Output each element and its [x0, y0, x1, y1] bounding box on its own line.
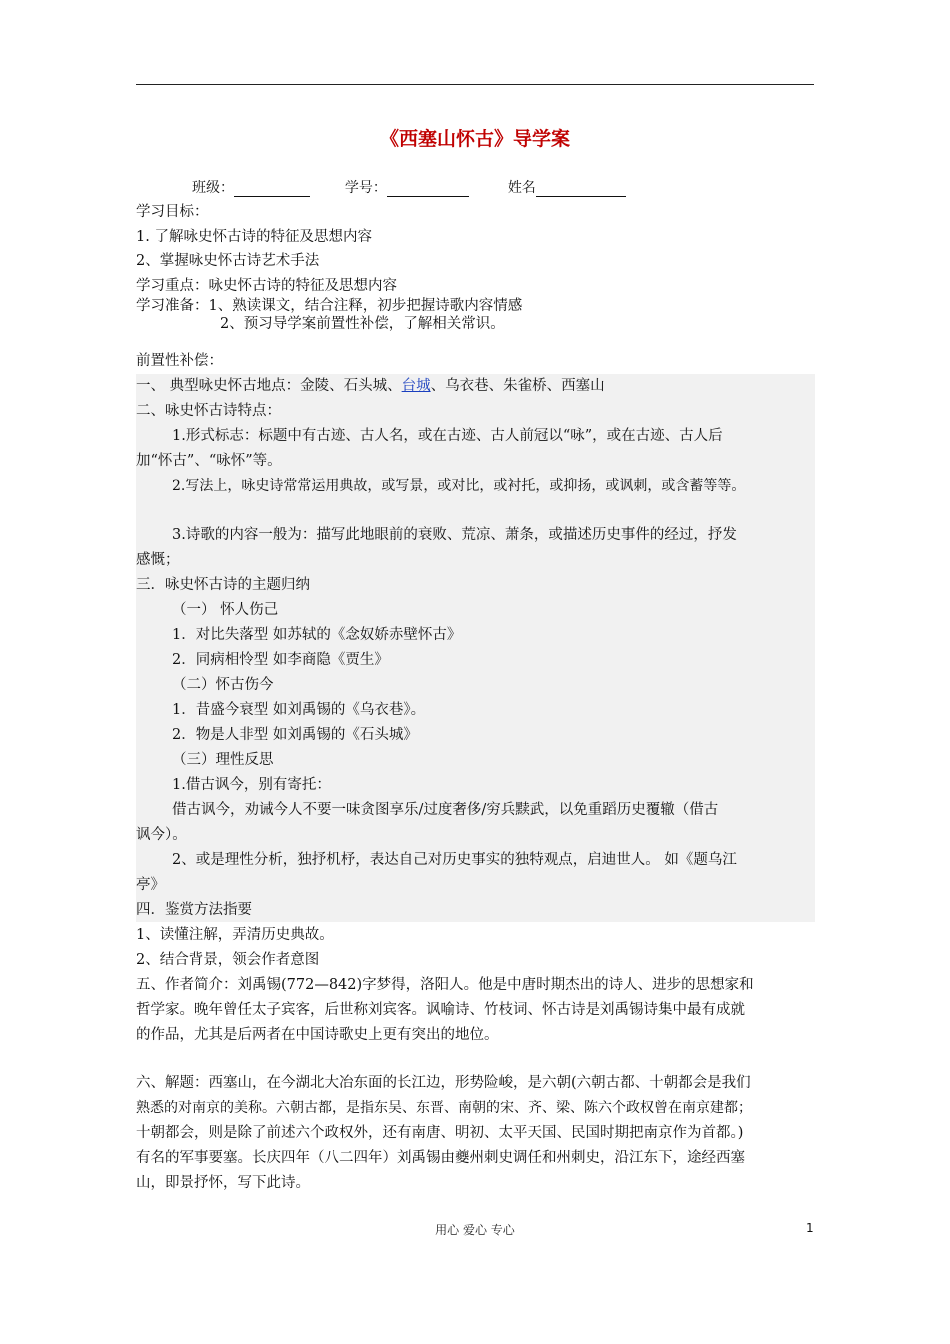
text-line: 熟悉的对南京的美称。六朝古都，是指东吴、东晋、南朝的宋、齐、梁、陈六个政权曾在南京建都； [136, 1100, 752, 1116]
text-line: 1.形式标志：标题中有古迹、古人名，或在古迹、古人前冠以“咏”，或在古迹、古人后 [172, 428, 723, 444]
text-line: 感慨； [136, 552, 180, 568]
student-id-label: 学号： [344, 180, 387, 196]
text-line: 四．鉴赏方法指要 [136, 902, 252, 918]
text-line: （一） 怀人伤己 [172, 602, 279, 618]
page-title: 《西塞山怀古》导学案 [379, 128, 570, 150]
text-line: 3.诗歌的内容一般为：描写此地眼前的衰败、荒凉、萧条，或描述历史事件的经过，抒发 [172, 527, 737, 543]
text-line: 加“怀古”、“咏怀”等。 [136, 453, 282, 469]
page-number: 1 [806, 1221, 814, 1235]
text-line: 二、咏史怀古诗特点： [136, 403, 281, 419]
text-line: 借古讽今，劝诫今人不要一味贪图享乐/过度奢侈/穷兵黩武，以免重蹈历史覆辙（借古 [172, 802, 719, 818]
class-label: 班级： [192, 180, 234, 196]
text-line: 2．同病相怜型 如李商隐《贾生》 [172, 652, 389, 668]
text-line: 2、或是理性分析，独抒机杼，表达自己对历史事实的独特观点，启迪世人。 如《题乌江 [172, 852, 737, 868]
text-line: 2、掌握咏史怀古诗艺术手法 [136, 253, 320, 269]
text-line: 1. 了解咏史怀古诗的特征及思想内容 [136, 229, 372, 245]
page-footer: 用心 爱心 专心 [435, 1223, 515, 1237]
name-label: 姓名 [507, 180, 536, 196]
text-line: 六、解题：西塞山，在今湖北大冶东面的长江边，形势险峻，是六朝(六朝古都、十朝都会是我们 [136, 1075, 751, 1091]
text-line: 学习准备：1、熟读课文，结合注释，初步把握诗歌内容情感 [136, 298, 523, 314]
text-line-part: 、乌衣巷、朱雀桥、西塞山 [430, 378, 605, 394]
text-line: 1．昔盛今衰型 如刘禹锡的《乌衣巷》。 [172, 702, 426, 718]
text-line: 讽今）。 [136, 827, 187, 843]
text-line: 1、读懂注解，弄清历史典故。 [136, 927, 334, 943]
text-line: 学习重点：咏史怀古诗的特征及思想内容 [136, 278, 397, 294]
text-line: （二）怀古伤今 [172, 677, 274, 693]
text-line: 1.借古讽今，别有寄托： [172, 777, 331, 793]
text-line: 山，即景抒怀，写下此诗。 [136, 1175, 310, 1191]
text-line: 十朝都会，则是除了前述六个政权外，还有南唐、明初、太平天国、民国时期把南京作为首都。) [136, 1125, 744, 1141]
text-line [136, 376, 605, 396]
text-line: 2、结合背景，领会作者意图 [136, 952, 320, 968]
text-line: 2．物是人非型 如刘禹锡的《石头城》 [172, 727, 418, 743]
text-line: 1．对比失落型 如苏轼的《念奴娇赤壁怀古》 [172, 627, 462, 643]
text-line-part: 一、 典型咏史怀古地点：金陵、石头城、 [136, 378, 402, 394]
text-line: （三）理性反思 [172, 752, 274, 768]
text-line: 有名的军事要塞。长庆四年（八二四年）刘禹锡由夔州刺史调任和州刺史，沿江东下，途经西塞 [136, 1150, 745, 1166]
text-line: 哲学家。晚年曾任太子宾客，后世称刘宾客。讽喻诗、竹枝词、怀古诗是刘禹锡诗集中最有成就 [136, 1002, 745, 1018]
student-info-row [192, 177, 626, 197]
text-line: 的作品，尤其是后两者在中国诗歌史上更有突出的地位。 [136, 1027, 499, 1043]
text-line: 前置性补偿： [136, 353, 223, 369]
text-line: 五、作者简介：刘禹锡(772—842)字梦得，洛阳人。他是中唐时期杰出的诗人、进步的思想家和 [136, 977, 754, 993]
text-line: 三．咏史怀古诗的主题归纳 [136, 577, 310, 593]
text-line: 学习目标： [136, 204, 209, 220]
text-line: 亭》 [136, 877, 165, 893]
name-blank[interactable] [536, 181, 626, 197]
header-rule [136, 84, 814, 85]
text-line: 2、预习导学案前置性补偿，了解相关常识。 [220, 316, 505, 332]
student-id-blank[interactable] [387, 181, 469, 197]
class-blank[interactable] [234, 181, 310, 197]
text-line: 2.写法上，咏史诗常常运用典故，或写景，或对比，或衬托，或抑扬，或讽刺，或含蓄等等。 [172, 478, 746, 494]
taicheng-link[interactable]: 台城 [401, 378, 431, 394]
